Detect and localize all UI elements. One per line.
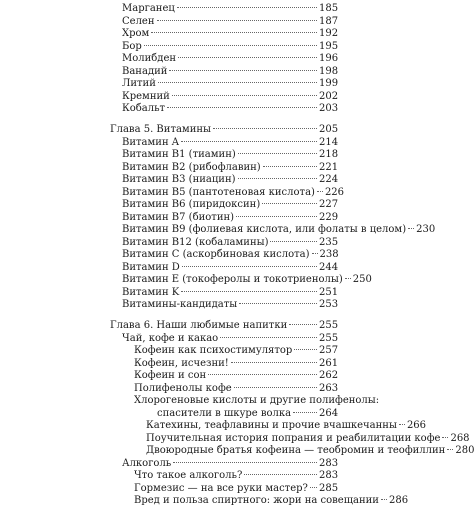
page-number: 250 — [352, 274, 372, 285]
entry-title: Витамин K — [122, 286, 180, 298]
dot-leader — [270, 241, 317, 242]
toc-entry — [0, 495, 420, 508]
entry-title: Хлорогеновые кислоты и другие полифенолы: — [134, 395, 380, 406]
entry-title: Молибден — [122, 53, 177, 64]
page-number: 195 — [319, 40, 339, 52]
dot-leader — [238, 153, 317, 154]
dot-leader — [238, 178, 317, 179]
page-number: 261 — [319, 357, 339, 369]
entry-title: Кобальт — [122, 103, 166, 114]
page-number: 192 — [319, 28, 339, 39]
toc-entry — [0, 408, 420, 421]
entry-title: Витамин B7 (биотин) — [122, 211, 235, 223]
page-number: 283 — [319, 457, 339, 469]
page-number: 244 — [319, 261, 339, 273]
toc-entry — [0, 445, 474, 458]
toc-entry — [0, 274, 420, 287]
page-number: 280 — [455, 445, 474, 456]
entry-title: Витамины-кандидаты — [122, 299, 238, 310]
toc-entry — [0, 333, 420, 346]
dot-leader — [239, 303, 317, 304]
dot-leader — [181, 141, 317, 142]
page-number: 262 — [319, 370, 339, 381]
entry-title: Катехины, теафлавины и прочие вчашкечанны — [146, 420, 397, 431]
entry-title: Витамин B3 (ниацин) — [122, 174, 236, 185]
dot-leader — [231, 362, 317, 363]
dot-leader — [167, 107, 317, 108]
dot-leader — [182, 266, 317, 267]
page-number: 285 — [319, 482, 339, 494]
dot-leader — [208, 374, 317, 375]
entry-title: Витамин B9 (фолиевая кислота, или фолаты в целом) — [122, 224, 407, 235]
page-number: 255 — [319, 320, 339, 331]
entry-title: Витамин B12 (кобаламины) — [122, 236, 269, 248]
toc-entry — [0, 237, 420, 250]
dot-leader — [244, 474, 317, 475]
entry-title: Витамин B5 (пантотеновая кислота) — [122, 186, 315, 198]
page-number: 205 — [319, 124, 339, 135]
dot-leader — [236, 216, 317, 217]
toc-entry — [0, 137, 420, 150]
toc-entry — [0, 483, 420, 496]
table-of-contents — [0, 3, 474, 508]
entry-title: Марганец — [122, 3, 175, 14]
dot-leader — [381, 499, 387, 500]
page-number: 203 — [319, 103, 339, 114]
toc-entry — [0, 383, 420, 396]
entry-title: Чай, кофе и какао — [122, 332, 219, 344]
dot-leader — [399, 424, 405, 425]
page-number: 226 — [324, 186, 345, 198]
entry-title: Гормезис — на все руки мастер? — [134, 482, 308, 494]
toc-entry — [0, 262, 420, 275]
dot-leader — [310, 487, 317, 488]
chapter-entry — [0, 320, 420, 333]
toc-entry — [0, 174, 420, 187]
dot-leader — [169, 70, 317, 71]
page-number: 251 — [319, 286, 339, 298]
entry-title: Поучительная история попрания и реабилитации кофе — [146, 432, 441, 444]
toc-entry — [0, 370, 420, 383]
page-number: 218 — [319, 149, 339, 160]
toc-entry — [0, 199, 420, 212]
dot-leader — [289, 324, 317, 325]
toc-entry — [0, 149, 420, 162]
entry-title: Что такое алкоголь? — [134, 470, 243, 481]
toc-entry — [0, 16, 420, 29]
page-number: 263 — [319, 382, 339, 394]
page-number: 202 — [319, 90, 339, 102]
entry-title: Ванадий — [122, 65, 168, 77]
toc-entry — [0, 345, 420, 358]
page-number: 199 — [319, 78, 339, 89]
page-number: 229 — [319, 211, 339, 223]
toc-entry — [0, 3, 420, 16]
toc-entry — [0, 78, 420, 91]
toc-entry — [0, 458, 420, 471]
entry-title: Витамин B2 (рибофлавин) — [122, 161, 261, 173]
dot-leader — [262, 203, 317, 204]
dot-leader — [447, 449, 453, 450]
page-number: 238 — [319, 249, 339, 260]
page-number: 230 — [416, 224, 436, 235]
entry-title: Двоюродные братья кофеина — теобромин и теофиллин — [146, 445, 446, 456]
page-number: 221 — [319, 161, 339, 173]
dot-leader — [213, 128, 317, 129]
dot-leader — [317, 191, 323, 192]
toc-entry — [0, 162, 420, 175]
entry-title: Витамин B6 (пиридоксин) — [122, 199, 261, 210]
page-number: 286 — [388, 495, 409, 506]
dot-leader — [345, 278, 351, 279]
entry-title: Селен — [122, 15, 155, 27]
entry-title: Бор — [122, 40, 142, 52]
entry-title: Алкоголь — [122, 457, 172, 469]
entry-title: Полифенолы кофе — [134, 382, 232, 394]
toc-entry — [0, 470, 420, 483]
dot-leader — [263, 166, 317, 167]
page-number: 266 — [406, 420, 427, 431]
dot-leader — [173, 462, 317, 463]
toc-entry — [0, 224, 436, 237]
page-number: 283 — [319, 470, 339, 481]
dot-leader — [144, 45, 317, 46]
dot-leader — [220, 337, 317, 338]
toc-entry — [0, 420, 427, 433]
page-number: 198 — [319, 65, 339, 77]
page-number: 253 — [319, 299, 339, 310]
entry-title: Глава 5. Витамины — [110, 124, 212, 135]
chapter-entry — [0, 124, 420, 137]
page-number: 255 — [319, 332, 339, 344]
toc-entry — [0, 299, 420, 312]
page-number: 235 — [319, 236, 339, 248]
entry-title: Глава 6. Наши любимые напитки — [110, 320, 288, 331]
toc-entry — [0, 249, 420, 262]
dot-leader — [293, 412, 317, 413]
toc-entry — [0, 432, 470, 446]
page-number: 196 — [319, 53, 339, 64]
page-number: 214 — [319, 136, 339, 148]
dot-leader — [442, 437, 448, 438]
dot-leader — [234, 387, 317, 388]
toc-entry — [0, 41, 420, 54]
toc-entry — [0, 287, 420, 300]
entry-title: Вред и польза спиртного: жори на совещании — [134, 495, 379, 506]
toc-entry — [0, 358, 420, 371]
entry-title: Литий — [122, 78, 156, 89]
toc-entry — [0, 28, 420, 41]
entry-title: Хром — [122, 28, 150, 39]
entry-title: Кремний — [122, 90, 170, 102]
entry-title: спасители в шкуре волка — [157, 407, 292, 419]
page-number: 185 — [319, 3, 339, 14]
toc-entry — [0, 66, 420, 79]
entry-title: Витамин E (токоферолы и токотриенолы) — [122, 274, 343, 285]
dot-leader — [178, 57, 317, 58]
page-number: 264 — [319, 407, 339, 419]
entry-title: Кофеин, исчезни! — [134, 357, 229, 369]
dot-leader — [177, 7, 317, 8]
toc-entry — [0, 103, 420, 116]
toc-entry — [0, 53, 420, 66]
entry-title: Кофеин и сон — [134, 370, 207, 381]
dot-leader — [294, 349, 317, 350]
entry-title: Витамин D — [122, 261, 180, 273]
toc-entry — [0, 91, 420, 104]
entry-title: Витамин C (аскорбиновая кислота) — [122, 249, 310, 260]
toc-entry — [0, 212, 420, 225]
entry-title: Витамин A — [122, 136, 180, 148]
page-number: 227 — [319, 199, 339, 210]
dot-leader — [408, 228, 414, 229]
dot-leader — [312, 253, 318, 254]
dot-leader — [172, 95, 317, 96]
dot-leader — [157, 20, 317, 21]
entry-title: Витамин B1 (тиамин) — [122, 149, 236, 160]
dot-leader — [151, 32, 317, 33]
toc-entry — [0, 187, 420, 200]
page-number: 187 — [319, 15, 339, 27]
page-number: 268 — [450, 432, 470, 444]
toc-entry — [0, 395, 420, 408]
entry-title: Кофеин как психостимулятор — [134, 345, 293, 356]
dot-leader — [158, 82, 317, 83]
page-number: 224 — [319, 174, 339, 185]
dot-leader — [181, 291, 317, 292]
page-number: 257 — [319, 345, 339, 356]
